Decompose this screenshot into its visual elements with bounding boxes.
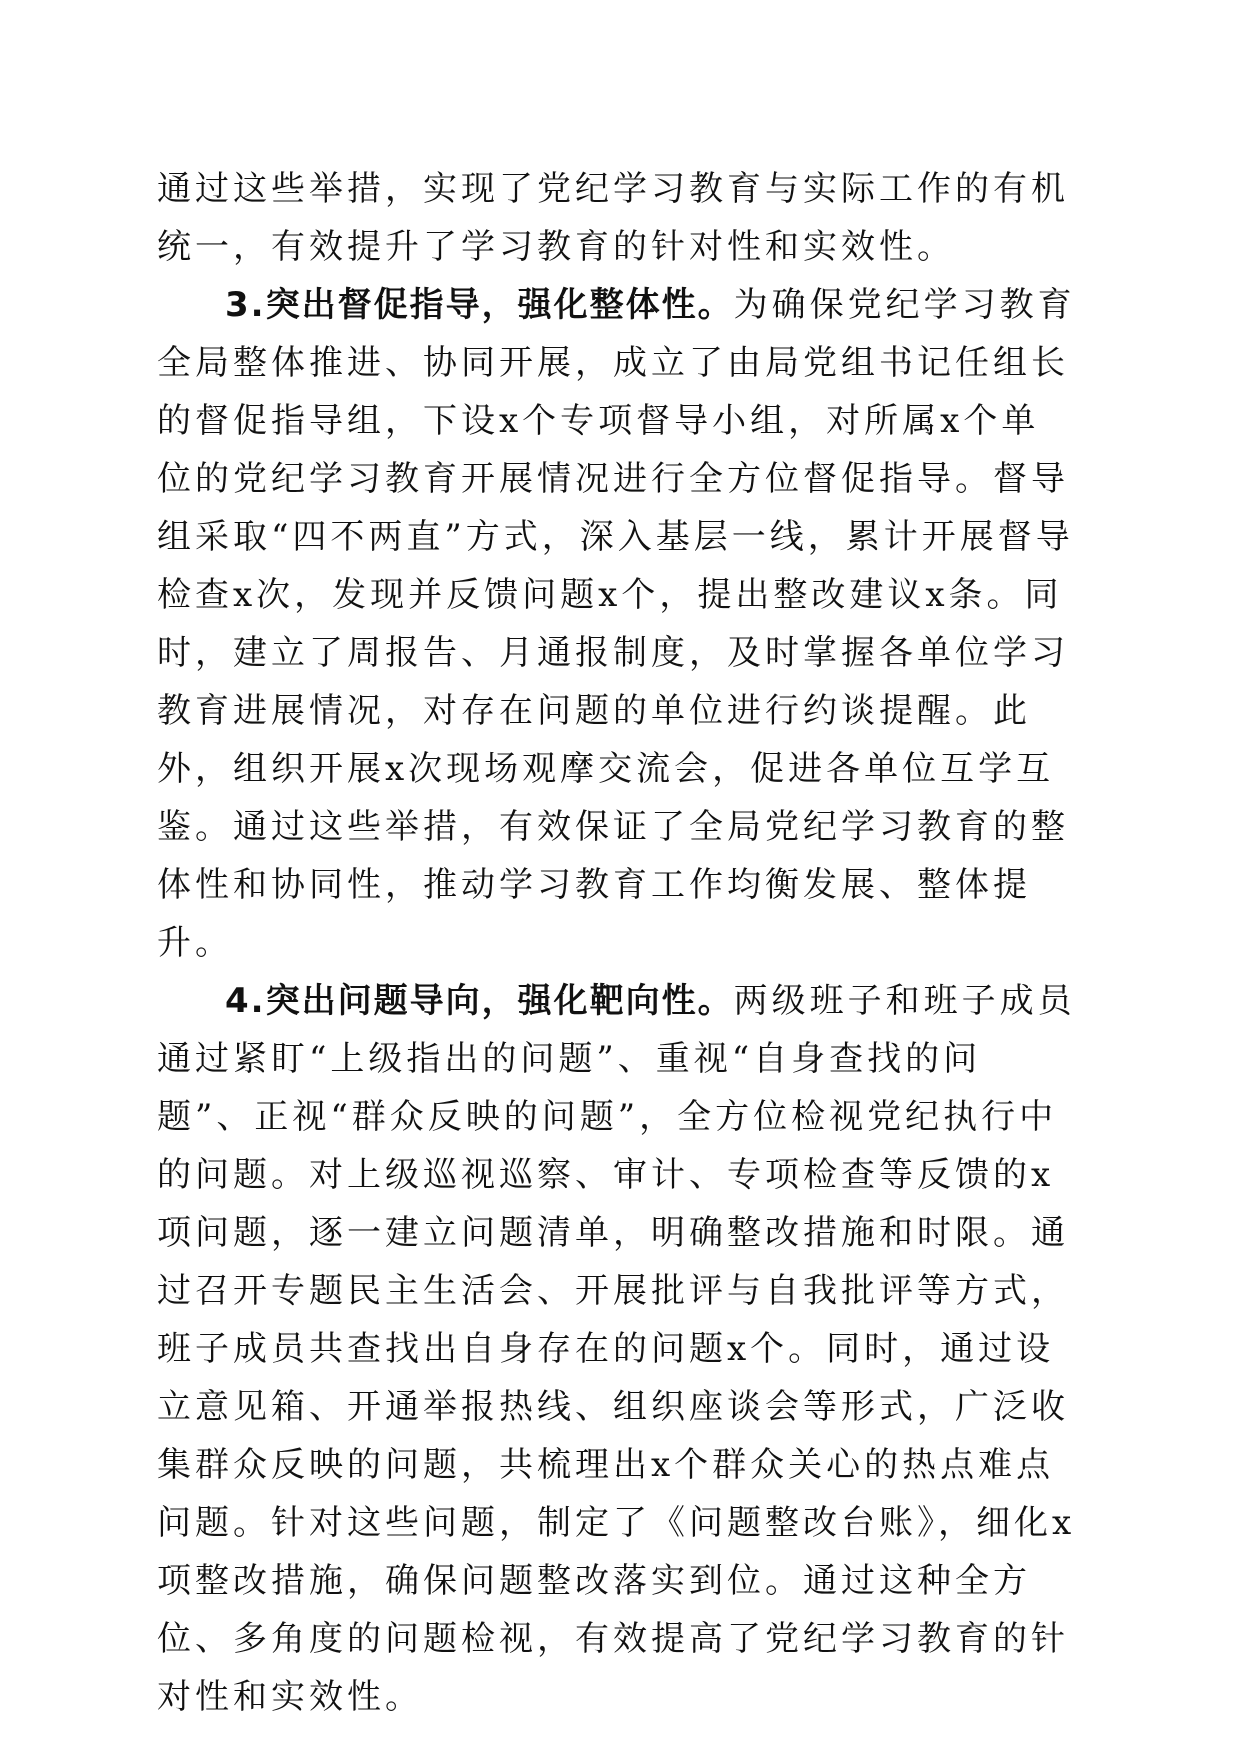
paragraph-text: 两级班子和班子成员通过紧盯“上级指出的问题”、重视“自身查找的问题”、正视“群众反映的问题”，全方位检视党纪执行中的问题。对上级巡视巡察、审计、专项检查等反馈的x项问题，逐一建立问题清单，明确整改措施和时限。通过召开专题民主生活会、开展批评与自我批评等方式，班子成员共查找出自身存在的问题x个。同时，通过设立意见箱、开通举报热线、组织座谈会等形式，广泛收集群众反映的问题，共梳理出x个群众关心的热点难点问题。针对这些问题，制定了《问题整改台账》，细化x项整改措施，确保问题整改落实到位。通过这种全方位、多角度的问题检视，有效提高了党纪学习教育的针对性和实效性。 bbox=[157, 981, 1076, 1717]
document-body bbox=[157, 160, 1077, 1726]
section-heading: 4.突出问题导向，强化靶向性。 bbox=[225, 981, 734, 1021]
paragraph-section-3 bbox=[157, 276, 1077, 972]
paragraph-continuation bbox=[157, 160, 1077, 276]
paragraph-text: 为确保党纪学习教育全局整体推进、协同开展，成立了由局党组书记任组长的督促指导组，下设x个专项督导小组，对所属x个单位的党纪学习教育开展情况进行全方位督促指导。督导组采取“四不两直”方式，深入基层一线，累计开展督导检查x次，发现并反馈问题x个，提出整改建议x条。同时，建立了周报告、月通报制度，及时掌握各单位学习教育进展情况，对存在问题的单位进行约谈提醒。此外，组织开展x次现场观摩交流会，促进各单位互学互鉴。通过这些举措，有效保证了全局党纪学习教育的整体性和协同性，推动学习教育工作均衡发展、整体提升。 bbox=[157, 285, 1076, 963]
paragraph-section-4 bbox=[157, 972, 1077, 1726]
paragraph-text: 通过这些举措，实现了党纪学习教育与实际工作的有机统一，有效提升了学习教育的针对性和实效性。 bbox=[157, 169, 1069, 267]
section-heading: 3.突出督促指导，强化整体性。 bbox=[225, 285, 734, 325]
